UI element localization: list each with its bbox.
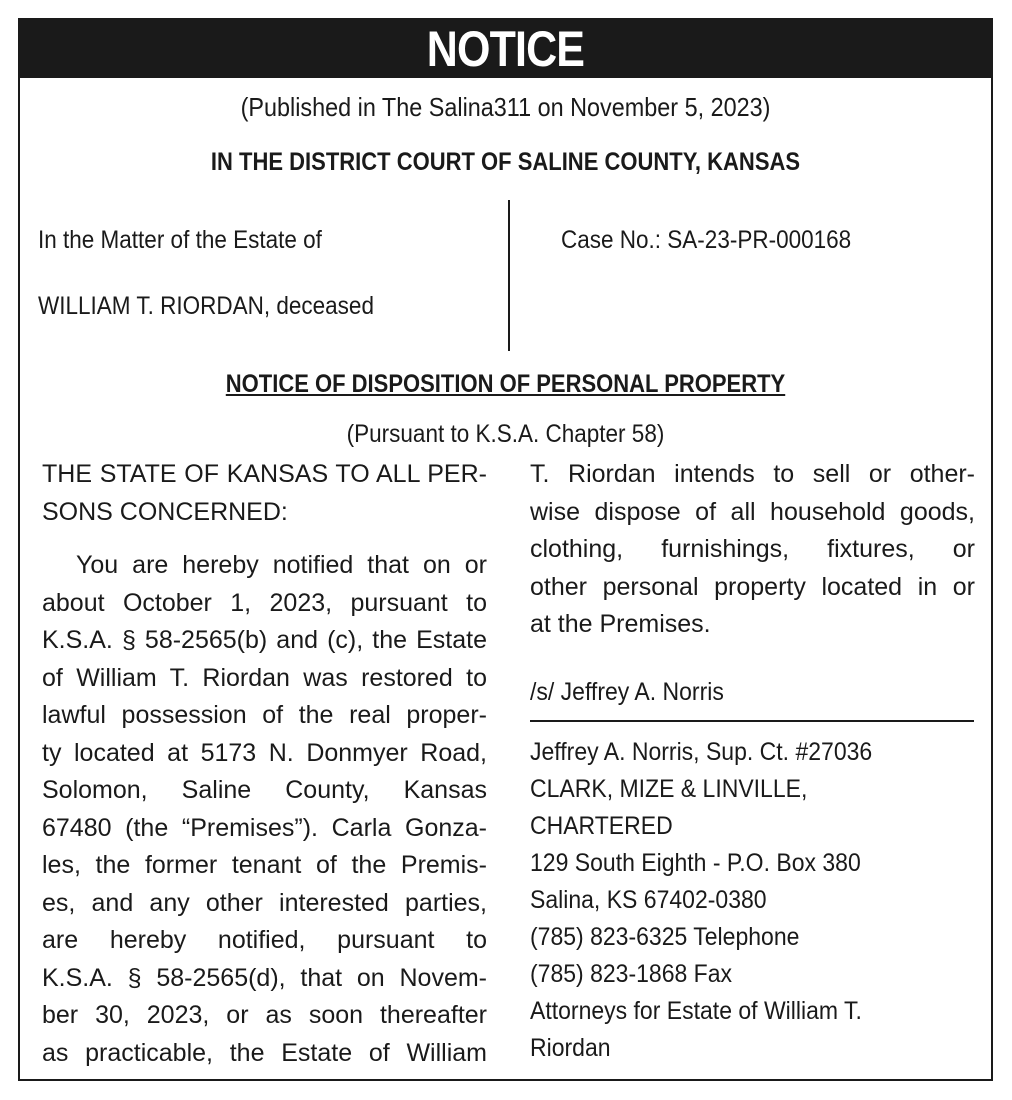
- fax: (785) 823-1868 Fax: [530, 960, 733, 988]
- street-address: 129 South Eighth - P.O. Box 380: [530, 849, 861, 877]
- body-line: as practicable, the Estate of William: [42, 1038, 487, 1067]
- body-line: 67480 (the “Premises”). Carla Gonza-: [42, 813, 487, 842]
- attorneys-for-line-cont: Riordan: [530, 1034, 611, 1062]
- body-line: les, the former tenant of the Premis-: [42, 851, 487, 879]
- firm-name-cont: CHARTERED: [530, 812, 673, 840]
- body-line: lawful possession of the real proper-: [42, 701, 487, 729]
- body-line: You are hereby notified that on or: [76, 551, 487, 579]
- pursuant-line: (Pursuant to K.S.A. Chapter 58): [346, 420, 665, 448]
- body-line: clothing, furnishings, fixtures, or: [530, 535, 975, 563]
- telephone: (785) 823-6325 Telephone: [530, 923, 800, 951]
- attorney-name: Jeffrey A. Norris, Sup. Ct. #27036: [530, 738, 873, 766]
- body-right-column: [530, 456, 975, 644]
- body-line: wise dispose of all household goods,: [530, 497, 975, 526]
- body-line: of William T. Riordan was restored to: [42, 663, 487, 692]
- body-line: Solomon, Saline County, Kansas: [42, 776, 487, 804]
- firm-name: CLARK, MIZE & LINVILLE,: [530, 775, 808, 803]
- attorney-block: [530, 734, 902, 1067]
- city-state-zip: Salina, KS 67402-0380: [530, 886, 767, 914]
- body-line: about October 1, 2023, pursuant to: [42, 588, 487, 617]
- body-line: es, and any other interested parties,: [42, 888, 487, 917]
- body-line: THE STATE OF KANSAS TO ALL PER-: [42, 460, 487, 488]
- body-line: K.S.A. § 58-2565(d), that on Novem-: [42, 963, 487, 992]
- estate-matter-line: In the Matter of the Estate of: [38, 226, 322, 254]
- notice-title: NOTICE OF DISPOSITION OF PERSONAL PROPERTY: [225, 370, 786, 398]
- body-line: are hereby notified, pursuant to: [42, 926, 487, 954]
- body-line: ber 30, 2023, or as soon thereafter: [42, 1001, 487, 1029]
- body-line: ty located at 5173 N. Donmyer Road,: [42, 738, 487, 767]
- notice-heading: NOTICE: [426, 21, 585, 77]
- signature: /s/ Jeffrey A. Norris: [530, 678, 724, 706]
- case-number: Case No.: SA-23-PR-000168: [561, 226, 852, 254]
- body-line: other personal property located in or: [530, 572, 975, 601]
- body-line: SONS CONCERNED:: [42, 497, 288, 526]
- body-line: T. Riordan intends to sell or other-: [530, 460, 975, 488]
- body-line: at the Premises.: [530, 610, 711, 638]
- decedent-name: WILLIAM T. RIORDAN, deceased: [38, 292, 374, 320]
- notice-banner: [20, 20, 991, 78]
- caption-divider: [508, 200, 510, 351]
- signature-line: [530, 720, 974, 722]
- body-line: K.S.A. § 58-2565(b) and (c), the Estate: [42, 626, 487, 654]
- notice-frame: [18, 18, 993, 1081]
- court-heading: IN THE DISTRICT COURT OF SALINE COUNTY, KANSAS: [210, 148, 801, 176]
- attorneys-for-line: Attorneys for Estate of William T.: [530, 997, 862, 1025]
- body-left-column: [42, 456, 487, 1072]
- publication-line: (Published in The Salina311 on November 5, 2023): [240, 92, 771, 122]
